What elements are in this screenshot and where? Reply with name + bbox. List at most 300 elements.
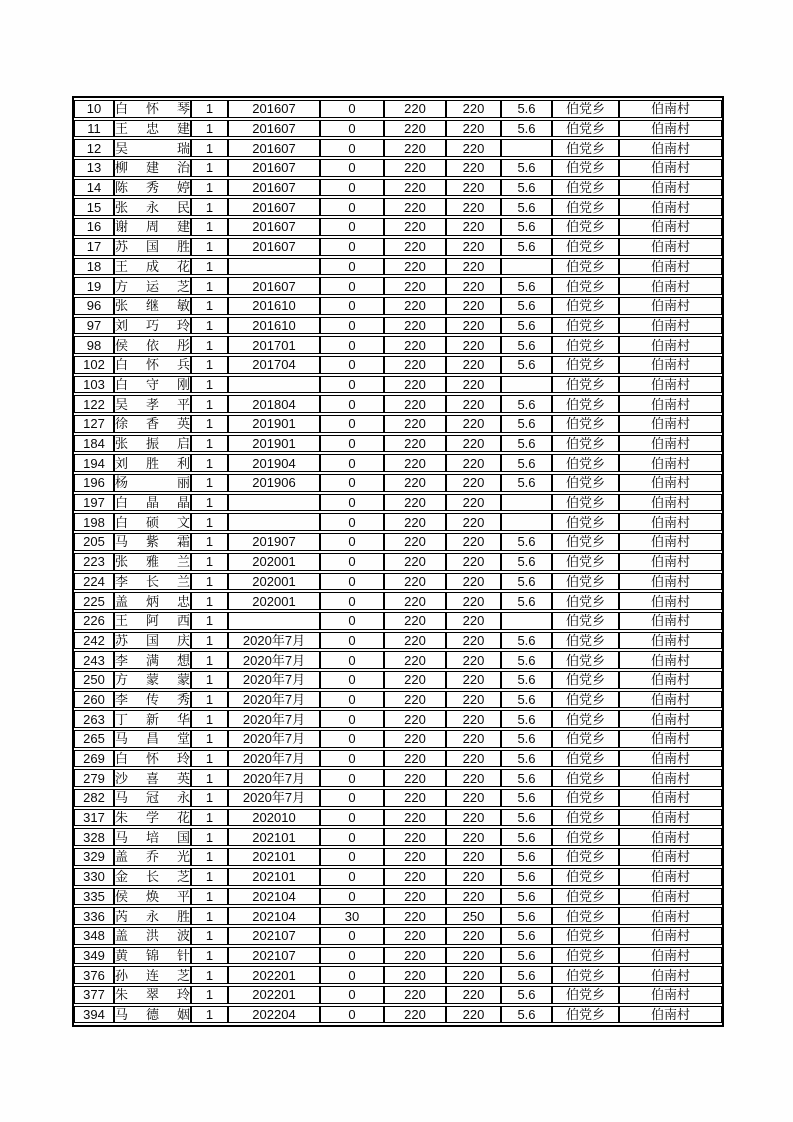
cell-id: 225 [74,592,114,610]
cell-total-amount: 220 [446,632,501,650]
cell-count: 1 [191,120,228,138]
cell-id: 243 [74,651,114,669]
cell-township: 伯党乡 [552,553,619,571]
cell-total-amount: 220 [446,139,501,157]
cell-count: 1 [191,198,228,216]
cell-village: 伯南村 [619,651,722,669]
cell-date: 201607 [228,198,320,216]
cell-id: 14 [74,179,114,197]
cell-township: 伯党乡 [552,632,619,650]
cell-base-amount: 220 [384,317,446,335]
cell-name: 王阿西 [115,613,190,629]
cell-total-amount: 220 [446,651,501,669]
cell-rate: 5.6 [501,395,552,413]
cell-date: 2020年7月 [228,730,320,748]
cell-rate: 5.6 [501,159,552,177]
cell-count: 1 [191,454,228,472]
cell-rate: 5.6 [501,691,552,709]
cell-count: 1 [191,809,228,827]
cell-rate: 5.6 [501,730,552,748]
cell-id: 97 [74,317,114,335]
cell-township: 伯党乡 [552,691,619,709]
cell-date: 201906 [228,474,320,492]
table-row [74,592,722,610]
cell-township: 伯党乡 [552,927,619,945]
cell-name: 吴瑞 [115,140,190,156]
cell-date: 202201 [228,966,320,984]
cell-base-amount: 220 [384,573,446,591]
cell-total-amount: 220 [446,828,501,846]
cell-total-amount: 220 [446,494,501,512]
cell-village: 伯南村 [619,317,722,335]
cell-date: 201701 [228,336,320,354]
cell-id: 194 [74,454,114,472]
cell-rate [501,513,552,531]
cell-name: 金长芝 [115,869,190,885]
cell-date: 202107 [228,927,320,945]
cell-rate: 5.6 [501,828,552,846]
cell-date: 201804 [228,395,320,413]
cell-id: 122 [74,395,114,413]
cell-base-amount: 220 [384,868,446,886]
cell-village: 伯南村 [619,612,722,630]
cell-township: 伯党乡 [552,966,619,984]
cell-name: 朱翠玲 [115,987,190,1003]
cell-rate: 5.6 [501,533,552,551]
cell-rate: 5.6 [501,710,552,728]
table-row [74,120,722,138]
cell-id: 18 [74,258,114,276]
cell-base-amount: 220 [384,966,446,984]
cell-date [228,258,320,276]
cell-base-amount: 220 [384,651,446,669]
cell-adjustment: 0 [320,356,384,374]
cell-name: 李长兰 [115,573,190,589]
cell-base-amount: 220 [384,395,446,413]
cell-village: 伯南村 [619,710,722,728]
cell-base-amount: 220 [384,691,446,709]
cell-name: 王忠建 [115,121,190,137]
cell-total-amount: 220 [446,612,501,630]
cell-adjustment: 0 [320,573,384,591]
cell-count: 1 [191,651,228,669]
cell-name: 侯焕平 [115,888,190,904]
cell-name: 白晶晶 [115,495,190,511]
table-row [74,376,722,394]
cell-village: 伯南村 [619,454,722,472]
cell-village: 伯南村 [619,947,722,965]
cell-village: 伯南村 [619,730,722,748]
cell-base-amount: 220 [384,336,446,354]
cell-name: 杨丽 [115,475,190,491]
cell-adjustment: 0 [320,277,384,295]
table-row [74,454,722,472]
cell-id: 329 [74,848,114,866]
cell-total-amount: 220 [446,671,501,689]
cell-id: 376 [74,966,114,984]
cell-adjustment: 0 [320,592,384,610]
cell-base-amount: 220 [384,218,446,236]
cell-rate: 5.6 [501,671,552,689]
cell-rate: 5.6 [501,179,552,197]
table-row [74,258,722,276]
cell-count: 1 [191,986,228,1004]
cell-count: 1 [191,789,228,807]
cell-township: 伯党乡 [552,317,619,335]
cell-township: 伯党乡 [552,238,619,256]
cell-date: 201907 [228,533,320,551]
cell-rate [501,139,552,157]
cell-township: 伯党乡 [552,376,619,394]
cell-adjustment: 0 [320,632,384,650]
cell-count: 1 [191,868,228,886]
cell-township: 伯党乡 [552,435,619,453]
cell-count: 1 [191,691,228,709]
cell-date: 201607 [228,218,320,236]
cell-village: 伯南村 [619,907,722,925]
cell-township: 伯党乡 [552,533,619,551]
cell-id: 279 [74,769,114,787]
cell-village: 伯南村 [619,828,722,846]
table-row [74,612,722,630]
cell-total-amount: 220 [446,179,501,197]
cell-total-amount: 220 [446,789,501,807]
cell-base-amount: 220 [384,730,446,748]
cell-id: 11 [74,120,114,138]
cell-adjustment: 0 [320,671,384,689]
cell-adjustment: 0 [320,750,384,768]
cell-township: 伯党乡 [552,888,619,906]
cell-total-amount: 220 [446,415,501,433]
table-row [74,769,722,787]
cell-base-amount: 220 [384,789,446,807]
cell-base-amount: 220 [384,848,446,866]
cell-township: 伯党乡 [552,258,619,276]
cell-village: 伯南村 [619,592,722,610]
cell-township: 伯党乡 [552,159,619,177]
cell-date: 202101 [228,868,320,886]
cell-adjustment: 0 [320,553,384,571]
cell-total-amount: 220 [446,848,501,866]
cell-township: 伯党乡 [552,494,619,512]
cell-village: 伯南村 [619,553,722,571]
cell-village: 伯南村 [619,198,722,216]
table-row [74,297,722,315]
cell-total-amount: 220 [446,336,501,354]
cell-date [228,612,320,630]
cell-count: 1 [191,1006,228,1024]
cell-total-amount: 220 [446,592,501,610]
cell-id: 260 [74,691,114,709]
cell-rate: 5.6 [501,592,552,610]
cell-base-amount: 220 [384,671,446,689]
table-row [74,435,722,453]
table-row [74,888,722,906]
cell-adjustment: 0 [320,238,384,256]
cell-village: 伯南村 [619,809,722,827]
cell-rate [501,612,552,630]
cell-date: 201607 [228,179,320,197]
cell-township: 伯党乡 [552,828,619,846]
cell-base-amount: 220 [384,710,446,728]
cell-name: 白怀琴 [115,101,190,117]
cell-count: 1 [191,553,228,571]
cell-adjustment: 0 [320,888,384,906]
cell-id: 335 [74,888,114,906]
cell-name: 苏国庆 [115,632,190,648]
cell-count: 1 [191,947,228,965]
cell-count: 1 [191,376,228,394]
table-row [74,1006,722,1024]
cell-id: 197 [74,494,114,512]
cell-id: 349 [74,947,114,965]
cell-id: 12 [74,139,114,157]
cell-rate: 5.6 [501,651,552,669]
cell-base-amount: 220 [384,179,446,197]
cell-base-amount: 220 [384,415,446,433]
cell-date: 202001 [228,573,320,591]
cell-village: 伯南村 [619,671,722,689]
cell-adjustment: 0 [320,769,384,787]
cell-village: 伯南村 [619,415,722,433]
cell-village: 伯南村 [619,533,722,551]
cell-total-amount: 220 [446,258,501,276]
table-row [74,277,722,295]
cell-village: 伯南村 [619,435,722,453]
table-row [74,691,722,709]
cell-total-amount: 220 [446,356,501,374]
cell-id: 263 [74,710,114,728]
cell-adjustment: 0 [320,395,384,413]
cell-adjustment: 0 [320,159,384,177]
cell-township: 伯党乡 [552,336,619,354]
cell-township: 伯党乡 [552,710,619,728]
cell-total-amount: 250 [446,907,501,925]
cell-name: 马冠永 [115,790,190,806]
cell-village: 伯南村 [619,868,722,886]
cell-id: 98 [74,336,114,354]
cell-name: 吴孝平 [115,396,190,412]
cell-village: 伯南村 [619,1006,722,1024]
cell-date: 202104 [228,888,320,906]
cell-date: 202104 [228,907,320,925]
table-row [74,986,722,1004]
cell-adjustment: 0 [320,651,384,669]
cell-count: 1 [191,435,228,453]
payment-roster-table [72,96,724,1027]
cell-name: 张振启 [115,436,190,452]
cell-id: 282 [74,789,114,807]
cell-township: 伯党乡 [552,730,619,748]
table-row [74,730,722,748]
table-row [74,750,722,768]
cell-date: 201607 [228,100,320,118]
cell-adjustment: 0 [320,474,384,492]
cell-id: 127 [74,415,114,433]
cell-base-amount: 220 [384,238,446,256]
cell-adjustment: 0 [320,848,384,866]
cell-rate: 5.6 [501,238,552,256]
cell-base-amount: 220 [384,927,446,945]
cell-rate: 5.6 [501,927,552,945]
cell-total-amount: 220 [446,218,501,236]
cell-total-amount: 220 [446,553,501,571]
cell-adjustment: 0 [320,730,384,748]
cell-date: 202201 [228,986,320,1004]
cell-date: 202101 [228,828,320,846]
cell-id: 242 [74,632,114,650]
cell-date [228,513,320,531]
table-row [74,474,722,492]
cell-total-amount: 220 [446,986,501,1004]
cell-township: 伯党乡 [552,218,619,236]
cell-adjustment: 0 [320,198,384,216]
cell-date: 2020年7月 [228,691,320,709]
cell-rate: 5.6 [501,336,552,354]
table-row [74,179,722,197]
cell-base-amount: 220 [384,139,446,157]
cell-rate: 5.6 [501,888,552,906]
cell-name: 盖洪波 [115,928,190,944]
cell-township: 伯党乡 [552,573,619,591]
cell-township: 伯党乡 [552,612,619,630]
cell-rate: 5.6 [501,553,552,571]
cell-id: 224 [74,573,114,591]
table-row [74,966,722,984]
cell-adjustment: 0 [320,947,384,965]
cell-village: 伯南村 [619,966,722,984]
cell-base-amount: 220 [384,297,446,315]
cell-date: 201607 [228,238,320,256]
cell-total-amount: 220 [446,730,501,748]
cell-rate: 5.6 [501,986,552,1004]
cell-rate: 5.6 [501,1006,552,1024]
cell-adjustment: 0 [320,317,384,335]
table-row [74,848,722,866]
table-row [74,395,722,413]
cell-date: 201610 [228,317,320,335]
cell-count: 1 [191,888,228,906]
table-row [74,710,722,728]
cell-township: 伯党乡 [552,120,619,138]
cell-rate: 5.6 [501,632,552,650]
cell-adjustment: 0 [320,691,384,709]
table-row [74,553,722,571]
cell-adjustment: 0 [320,809,384,827]
cell-rate: 5.6 [501,789,552,807]
cell-count: 1 [191,179,228,197]
cell-base-amount: 220 [384,513,446,531]
cell-village: 伯南村 [619,336,722,354]
cell-date: 202204 [228,1006,320,1024]
cell-rate: 5.6 [501,277,552,295]
cell-base-amount: 220 [384,769,446,787]
cell-id: 15 [74,198,114,216]
cell-base-amount: 220 [384,907,446,925]
cell-base-amount: 220 [384,376,446,394]
cell-rate: 5.6 [501,435,552,453]
cell-date: 201704 [228,356,320,374]
cell-township: 伯党乡 [552,947,619,965]
cell-base-amount: 220 [384,120,446,138]
cell-rate [501,494,552,512]
cell-township: 伯党乡 [552,356,619,374]
cell-village: 伯南村 [619,258,722,276]
cell-township: 伯党乡 [552,415,619,433]
cell-village: 伯南村 [619,888,722,906]
cell-base-amount: 220 [384,454,446,472]
cell-total-amount: 220 [446,435,501,453]
cell-id: 196 [74,474,114,492]
cell-adjustment: 0 [320,533,384,551]
cell-adjustment: 0 [320,828,384,846]
cell-rate: 5.6 [501,415,552,433]
cell-name: 方运芝 [115,278,190,294]
cell-count: 1 [191,297,228,315]
cell-adjustment: 0 [320,966,384,984]
cell-village: 伯南村 [619,356,722,374]
cell-count: 1 [191,100,228,118]
cell-village: 伯南村 [619,494,722,512]
cell-township: 伯党乡 [552,986,619,1004]
cell-name: 谢周建 [115,219,190,235]
cell-name: 苏国胜 [115,239,190,255]
cell-name: 李传秀 [115,691,190,707]
cell-rate: 5.6 [501,848,552,866]
cell-base-amount: 220 [384,533,446,551]
cell-id: 317 [74,809,114,827]
cell-village: 伯南村 [619,750,722,768]
cell-township: 伯党乡 [552,474,619,492]
cell-name: 白硕文 [115,514,190,530]
cell-township: 伯党乡 [552,100,619,118]
table-row [74,868,722,886]
table-row [74,671,722,689]
cell-count: 1 [191,769,228,787]
cell-base-amount: 220 [384,1006,446,1024]
cell-name: 刘巧玲 [115,317,190,333]
cell-rate: 5.6 [501,474,552,492]
cell-date: 201904 [228,454,320,472]
cell-name: 盖乔光 [115,849,190,865]
cell-village: 伯南村 [619,769,722,787]
cell-total-amount: 220 [446,809,501,827]
cell-adjustment: 30 [320,907,384,925]
cell-rate: 5.6 [501,454,552,472]
cell-date: 201607 [228,159,320,177]
cell-base-amount: 220 [384,632,446,650]
cell-name: 张继敏 [115,298,190,314]
cell-name: 刘胜利 [115,455,190,471]
cell-adjustment: 0 [320,415,384,433]
cell-base-amount: 220 [384,828,446,846]
cell-rate: 5.6 [501,907,552,925]
cell-village: 伯南村 [619,573,722,591]
cell-village: 伯南村 [619,277,722,295]
table-row [74,573,722,591]
cell-adjustment: 0 [320,297,384,315]
cell-date: 202101 [228,848,320,866]
cell-id: 184 [74,435,114,453]
cell-base-amount: 220 [384,947,446,965]
cell-id: 265 [74,730,114,748]
cell-base-amount: 220 [384,612,446,630]
cell-total-amount: 220 [446,454,501,472]
cell-adjustment: 0 [320,376,384,394]
cell-total-amount: 220 [446,750,501,768]
cell-date: 2020年7月 [228,651,320,669]
cell-total-amount: 220 [446,376,501,394]
